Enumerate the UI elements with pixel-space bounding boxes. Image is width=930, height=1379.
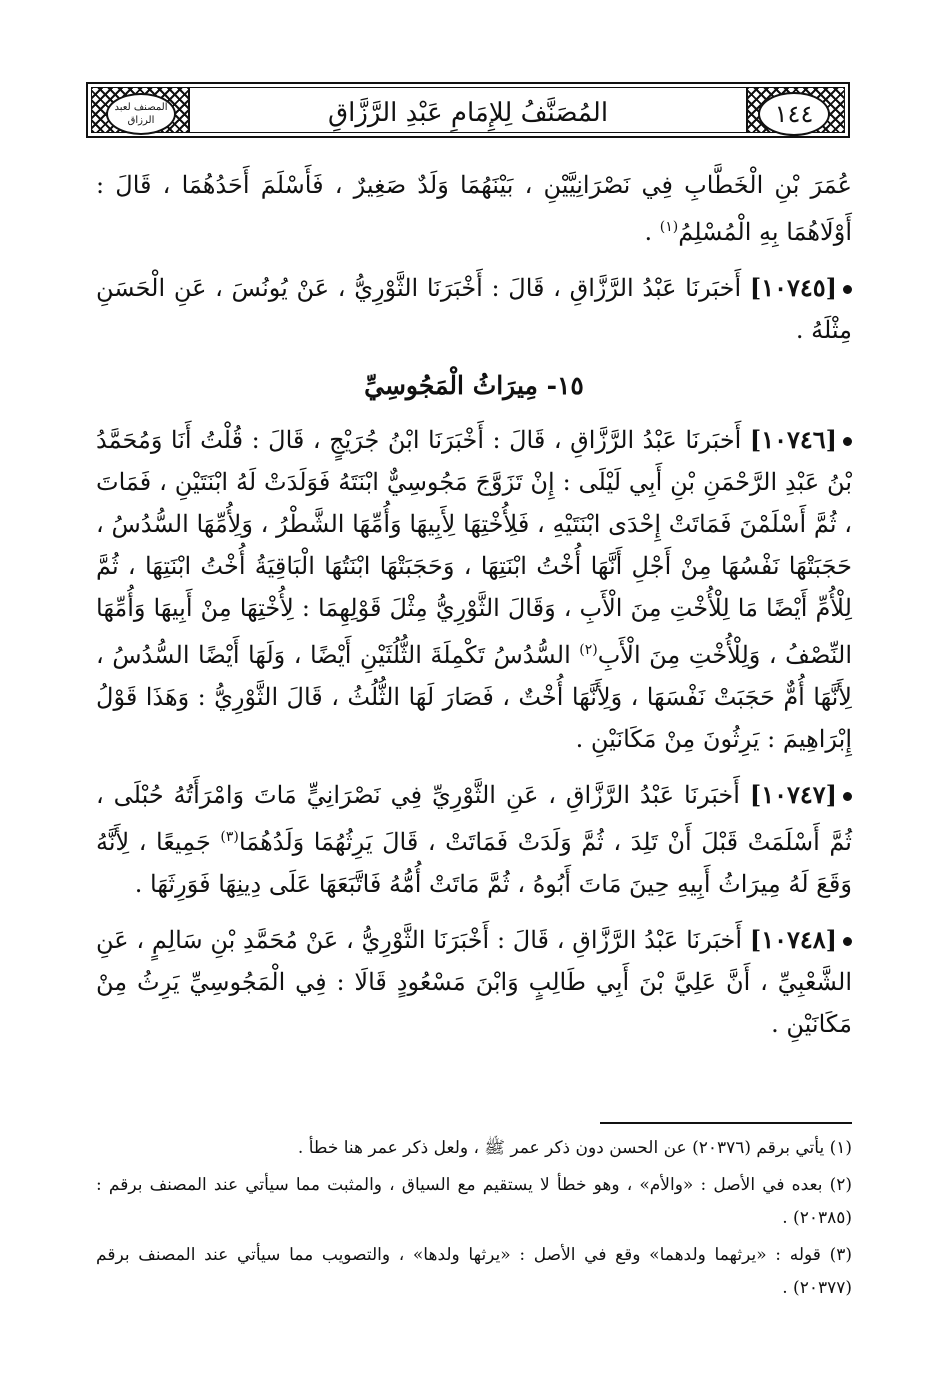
section-heading: ١٥- مِيرَاثُ الْمَجُوسِيِّ (364, 371, 584, 400)
hadith-number: [١٠٧٤٥] (749, 273, 837, 302)
footnote-3: (٣) قوله : «يرثهما ولدهما» وقع في الأصل : «يرثها ولدها» ، والتصويب مما سيأتي عند المصنف برقم (٢٠٣٧٧) . (96, 1245, 852, 1298)
continuation-text: عُمَرَ بْنِ الْخَطَّابِ فِي نَصْرَانِيَّيْنِ ، بَيْنَهُمَا وَلَدٌ صَغِيرٌ ، فَأَسْلَمَ أَحَدُهُمَا ، قَالَ : أَوْلَاهُمَا بِهِ الْمُسْلِمُ (96, 171, 852, 246)
bullet-icon (843, 285, 852, 294)
page-header (86, 82, 850, 138)
right-ornament (746, 88, 844, 132)
footnote-marker-3[interactable]: (٣) (220, 829, 239, 845)
hadith-text: أَخبَرنَا عَبْدُ الرَّزَّاقِ ، عَنِ الثَّوْرِيِّ فِي نَصْرَانِيٍّ مَاتَ وَامْرَأَتُهُ حُبْلَى ، ثُمَّ أَسْلَمَتْ قَبْلَ أَنْ تَلِدَ ، ثُمَّ وَلَدَتْ فَمَاتَتْ ، قَالَ يَرِثُهُمَا وَلَدُهُمَا (96, 781, 852, 856)
hadith-entry-10746 (96, 419, 852, 760)
continuation-paragraph (96, 164, 852, 253)
body-text (96, 164, 852, 1059)
book-seal: المصنف لعبد الرزاق (106, 93, 176, 135)
hadith-entry-10747 (96, 774, 852, 905)
book-title: المُصَنَّفُ لِلإِمَامِ عَبْدِ الرَّزَّاقِ (327, 98, 609, 128)
bullet-icon (843, 937, 852, 946)
footnote-2: (٢) بعده في الأصل : «والأم» ، وهو خطأ لا يستقيم مع السياق ، والمثبت مما سيأتي عند المصنف برقم : (٢٠٣٨٥) . (96, 1175, 852, 1228)
footnote-1: (١) يأتي برقم (٢٠٣٧٦) عن الحسن دون ذكر عمر ﷺ ، ولعل ذكر عمر هنا خطأ . (297, 1138, 852, 1158)
bullet-icon (843, 437, 852, 446)
footnote-marker-2[interactable]: (٢) (579, 642, 598, 658)
hadith-text: أَخبَرنَا عَبْدُ الرَّزَّاقِ ، قَالَ : أَخْبَرَنَا الثَّوْرِيُّ ، عَنْ مُحَمَّدِ بْنِ سَالِمٍ ، عَنِ الشَّعْبِيِّ ، أَنَّ عَلِيَّ بْنَ أَبِي طَالِبٍ وَابْنَ مَسْعُودٍ قَالَا : فِي الْمَجُوسِيِّ يَرِثُ مِنْ مَكَانَيْنِ . (96, 926, 852, 1038)
hadith-number: [١٠٧٤٨] (749, 925, 837, 954)
page-number: ١٤٤ (758, 92, 830, 136)
hadith-text-continued: جَمِيعًا ، لِأَنَّهُ وَقَعَ لَهُ مِيرَاثُ أَبِيهِ حِينَ مَاتَ أَبُوهُ ، ثُمَّ مَاتَتْ أُمُّهُ فَاتَّبَعَهَا عَلَى دِينِهَا فَوَرِثَهَا . (96, 828, 852, 898)
hadith-entry-10745 (96, 267, 852, 351)
footnotes (96, 1132, 852, 1309)
hadith-text-continued: السُّدُسُ تَكْمِلَةَ الثُّلُثَيْنِ أَيْضًا ، وَلَهَا أَيْضًا السُّدُسُ ، لِأَنَّهَا أُمٌّ حَجَبَتْ نَفْسَهَا ، وَلِأَنَّهَا أُخْتٌ ، فَصَارَ لَهَا الثُّلُثُ ، قَالَ الثَّوْرِيُّ : وَهَذَا قَوْلُ إِبْرَاهِيمَ : يَرِثُونَ مِنْ مَكَانَيْنِ . (96, 641, 852, 753)
footnote-marker-1[interactable]: (١) (659, 219, 679, 235)
hadith-entry-10748 (96, 919, 852, 1045)
hadith-text: أَخبَرنَا عَبْدُ الرَّزَّاقِ ، قَالَ : أَخْبَرَنَا ابْنُ جُرَيْجٍ ، قَالَ : قُلْتُ أَنَا وَمُحَمَّدُ بْنُ عَبْدِ الرَّحْمَنِ بْنِ أَبِي لَيْلَى : إِنْ تَزَوَّجَ مَجُوسِيٌّ ابْنَتَهُ فَوَلَدَتْ لَهُ ابْنَتَيْنِ ، فَمَاتَ ، ثُمَّ أَسْلَمْنَ فَمَاتَتْ إِحْدَى ابْنَتَيْهِ ، فَلِأُخْتِهَا لِأَبِيهَا وَأُمِّهَا الشَّطْرُ ، وَلِأُمِّهَا السُّدُسُ ، حَجَبَتْهَا نَفْسُهَا مِنْ أَجْلِ أَنَّهَا أُخْتُ ابْنَتِهَا ، وَحَجَبَتْهَا ابْنَتُهَا الْبَاقِيَةُ أُخْتُ ابْنَتِهَا ، ثُمَّ لِلْأُمِّ أَيْضًا مَا لِلْأُخْتِ مِنَ الْأَبِ ، وَقَالَ الثَّوْرِيُّ مِثْلَ قَوْلِهِمَا : لِأُخْتِهَا مِنْ أَبِيهَا وَأُمِّهَا النِّصْفُ ، وَلِلْأُخْتِ مِنَ الْأَبِ (96, 426, 852, 669)
hadith-number: [١٠٧٤٧] (749, 780, 837, 809)
left-ornament (92, 88, 190, 132)
bullet-icon (843, 792, 852, 801)
hadith-number: [١٠٧٤٦] (749, 425, 837, 454)
continuation-end: . (644, 218, 660, 246)
footnote-divider (600, 1122, 852, 1124)
hadith-text: أَخبَرنَا عَبْدُ الرَّزَّاقِ ، قَالَ : أَخْبَرَنَا الثَّوْرِيُّ ، عَنْ يُونُسَ ، عَنِ الْحَسَنِ مِثْلَهُ . (96, 274, 852, 344)
header-frame (91, 87, 845, 133)
